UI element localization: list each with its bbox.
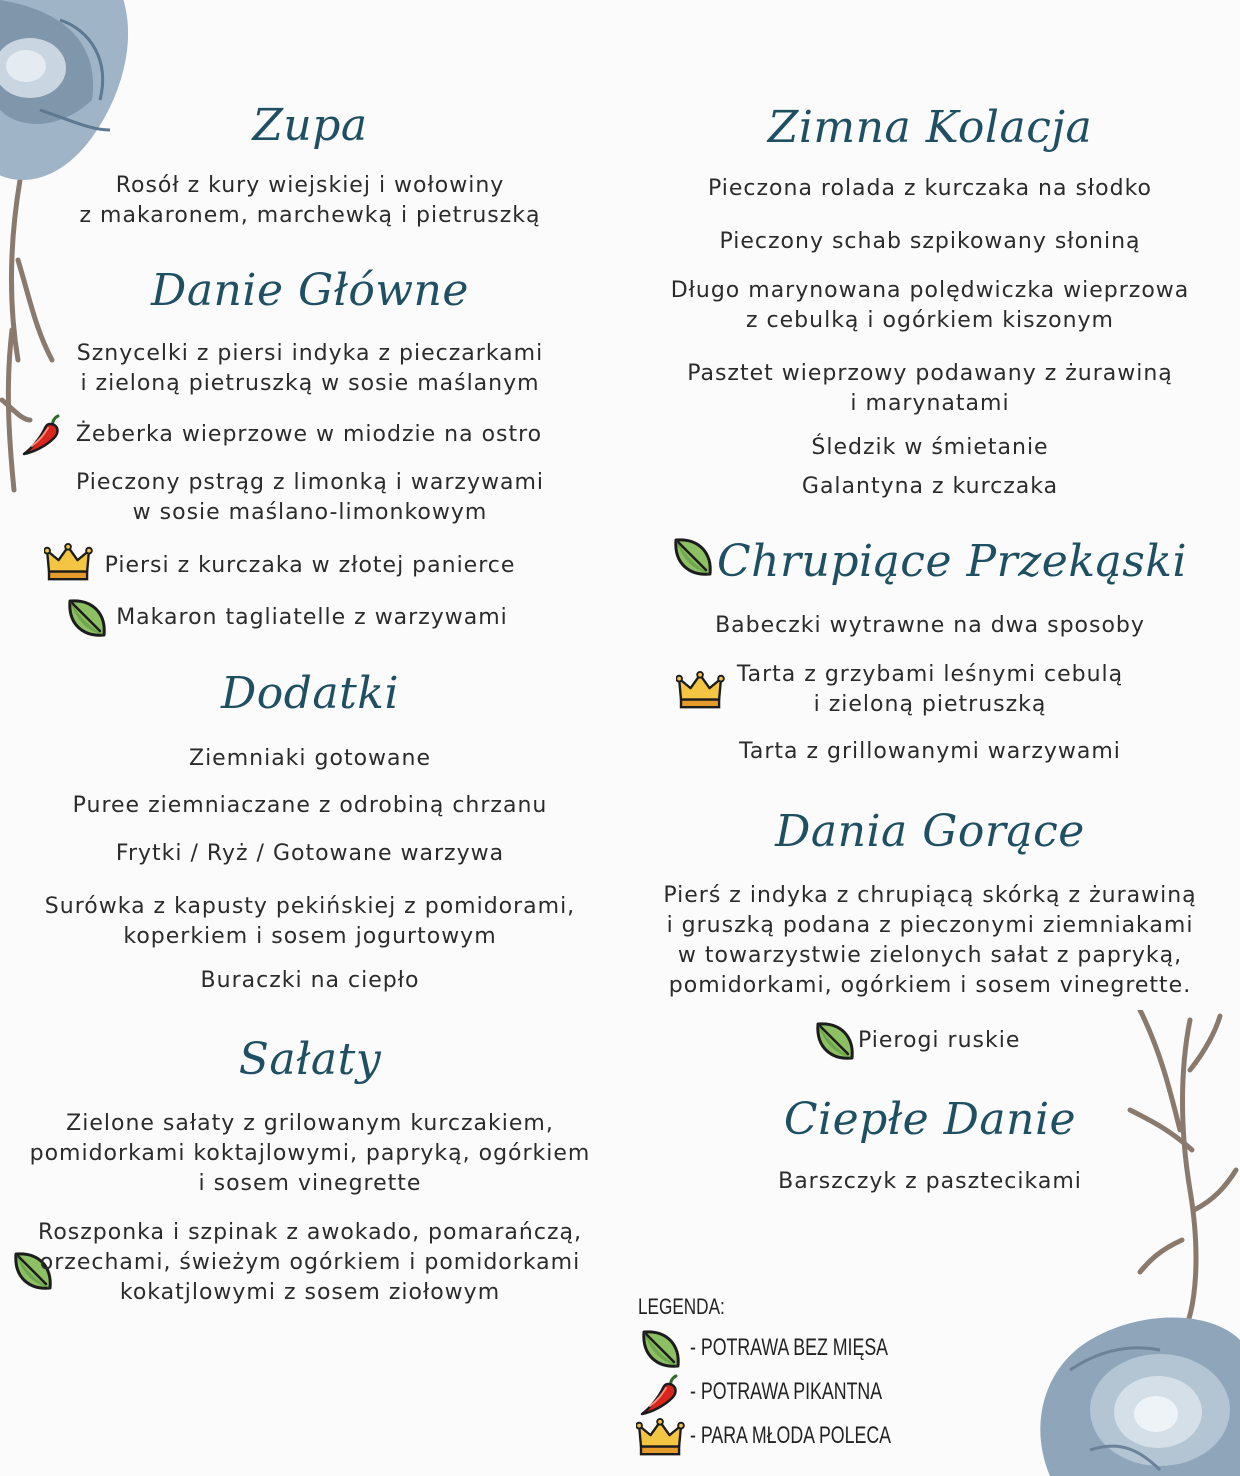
leaf-icon [66, 597, 108, 639]
menu-item [0, 1218, 620, 1308]
item-line: Ziemniaki gotowane [189, 746, 431, 771]
menu-item [620, 737, 1240, 767]
item-line: Zielone sałaty z grilowanym kurczakiem, [66, 1111, 554, 1136]
item-line: w towarzystwie zielonych sałat z papryką, [677, 943, 1183, 968]
item-line: Babeczki wytrawne na dwa sposoby [715, 613, 1145, 638]
menu-item [112, 603, 512, 633]
section-title-zupa: Zupa [252, 100, 368, 151]
section-title-chrupiace-przekaski: Chrupiące Przekąski [716, 536, 1188, 587]
legend-label: - POTRAWA PIKANTNA [690, 1378, 883, 1405]
succulent-bottom-right-decoration [1030, 1010, 1240, 1476]
menu-item [0, 791, 620, 821]
item-line: Makaron tagliatelle z warzywami [116, 605, 508, 630]
crown-icon [636, 1418, 686, 1458]
legend-entry [636, 1372, 916, 1412]
chili-pepper-icon [638, 1372, 686, 1418]
menu-item [0, 744, 620, 774]
section-title-salaty: Sałaty [238, 1034, 382, 1085]
item-line: Barszczyk z pasztecikami [778, 1169, 1082, 1194]
menu-item [0, 171, 620, 231]
menu-item [100, 551, 520, 581]
menu-item [0, 892, 620, 952]
menu-item [620, 472, 1240, 502]
item-line: Tarta z grzybami leśnymi cebulą [736, 662, 1124, 687]
item-line: orzechami, świeżym ogórkiem i pomidorkami [39, 1250, 581, 1275]
section-title-cieple-danie: Ciepłe Danie [783, 1094, 1077, 1145]
item-line: Długo marynowana polędwiczka wieprzowa [670, 278, 1190, 303]
section-title-danie-glowne: Danie Główne [151, 265, 469, 316]
menu-item [620, 660, 1240, 720]
menu-item [620, 276, 1240, 336]
item-line: Roszponka i szpinak z awokado, pomarańczą, [38, 1220, 582, 1245]
menu-item [620, 881, 1240, 1001]
item-line: Puree ziemniaczane z odrobiną chrzanu [72, 793, 548, 818]
item-line: i marynatami [850, 391, 1010, 416]
leaf-icon [814, 1020, 856, 1062]
item-line: i zieloną pietruszką [813, 692, 1047, 717]
item-line: Buraczki na ciepło [200, 968, 420, 993]
legend-entry [636, 1328, 916, 1368]
legend-heading: LEGENDA: [638, 1294, 725, 1319]
menu-item [0, 1109, 620, 1199]
menu-item [858, 1026, 1058, 1056]
item-line: Frytki / Ryż / Gotowane warzywa [115, 841, 505, 866]
item-line: Pasztet wieprzowy podawany z żurawiną [687, 361, 1173, 386]
item-line: w sosie maślano-limonkowym [132, 500, 488, 525]
legend-label: - POTRAWA BEZ MIĘSA [690, 1334, 889, 1361]
menu-item [0, 966, 620, 996]
legend-label: - PARA MŁODA POLECA [690, 1422, 892, 1449]
section-title-zimna-kolacja: Zimna Kolacja [767, 102, 1093, 153]
menu-item [0, 468, 620, 528]
item-line: Śledzik w śmietanie [811, 435, 1049, 460]
item-line: Żeberka wieprzowe w miodzie na ostro [75, 422, 543, 447]
menu-item [620, 359, 1240, 419]
item-line: Tarta z grillowanymi warzywami [739, 739, 1121, 764]
item-line: koperkiem i sosem jogurtowym [123, 924, 497, 949]
legend-entry [636, 1416, 916, 1456]
item-line: pomidorkami koktajlowymi, papryką, ogórkiem [29, 1141, 591, 1166]
item-line: z cebulką i ogórkiem kiszonym [746, 308, 1114, 333]
item-line: Surówka z kapusty pekińskiej z pomidorami, [44, 894, 576, 919]
menu-item [620, 227, 1240, 257]
menu-item [620, 611, 1240, 641]
item-line: Pierś z indyka z chrupiącą skórką z żurawiną [663, 883, 1197, 908]
item-line: Galantyna z kurczaka [801, 474, 1059, 499]
menu-item [0, 839, 620, 869]
item-line: pomidorkami, ogórkiem i sosem vinegrette. [668, 973, 1192, 998]
item-line: z makaronem, marchewką i pietruszką [79, 203, 541, 228]
section-title-dania-gorace: Dania Gorące [775, 806, 1085, 857]
item-line: Pieczony pstrąg z limonką i warzywami [75, 470, 545, 495]
item-line: kokatjlowymi z sosem ziołowym [119, 1280, 501, 1305]
menu-item [74, 420, 544, 450]
item-line: Pierogi ruskie [858, 1028, 1021, 1053]
menu-item [620, 1167, 1240, 1197]
chili-pepper-icon [20, 412, 68, 458]
menu-item [620, 174, 1240, 204]
menu-item [620, 433, 1240, 463]
menu-item [0, 339, 620, 399]
item-line: Pieczony schab szpikowany słoniną [719, 229, 1141, 254]
section-title-dodatki: Dodatki [220, 668, 400, 719]
item-line: Rosół z kury wiejskiej i wołowiny [115, 173, 505, 198]
crown-icon [44, 543, 94, 583]
item-line: i sosem vinegrette [198, 1171, 422, 1196]
item-line: i zieloną pietruszką w sosie maślanym [80, 371, 540, 396]
item-line: Sznycelki z piersi indyka z pieczarkami [76, 341, 544, 366]
item-line: Pieczona rolada z kurczaka na słodko [707, 176, 1153, 201]
leaf-icon [640, 1328, 682, 1370]
item-line: i gruszką podana z pieczonymi ziemniakami [666, 913, 1194, 938]
item-line: Piersi z kurczaka w złotej panierce [104, 553, 516, 578]
